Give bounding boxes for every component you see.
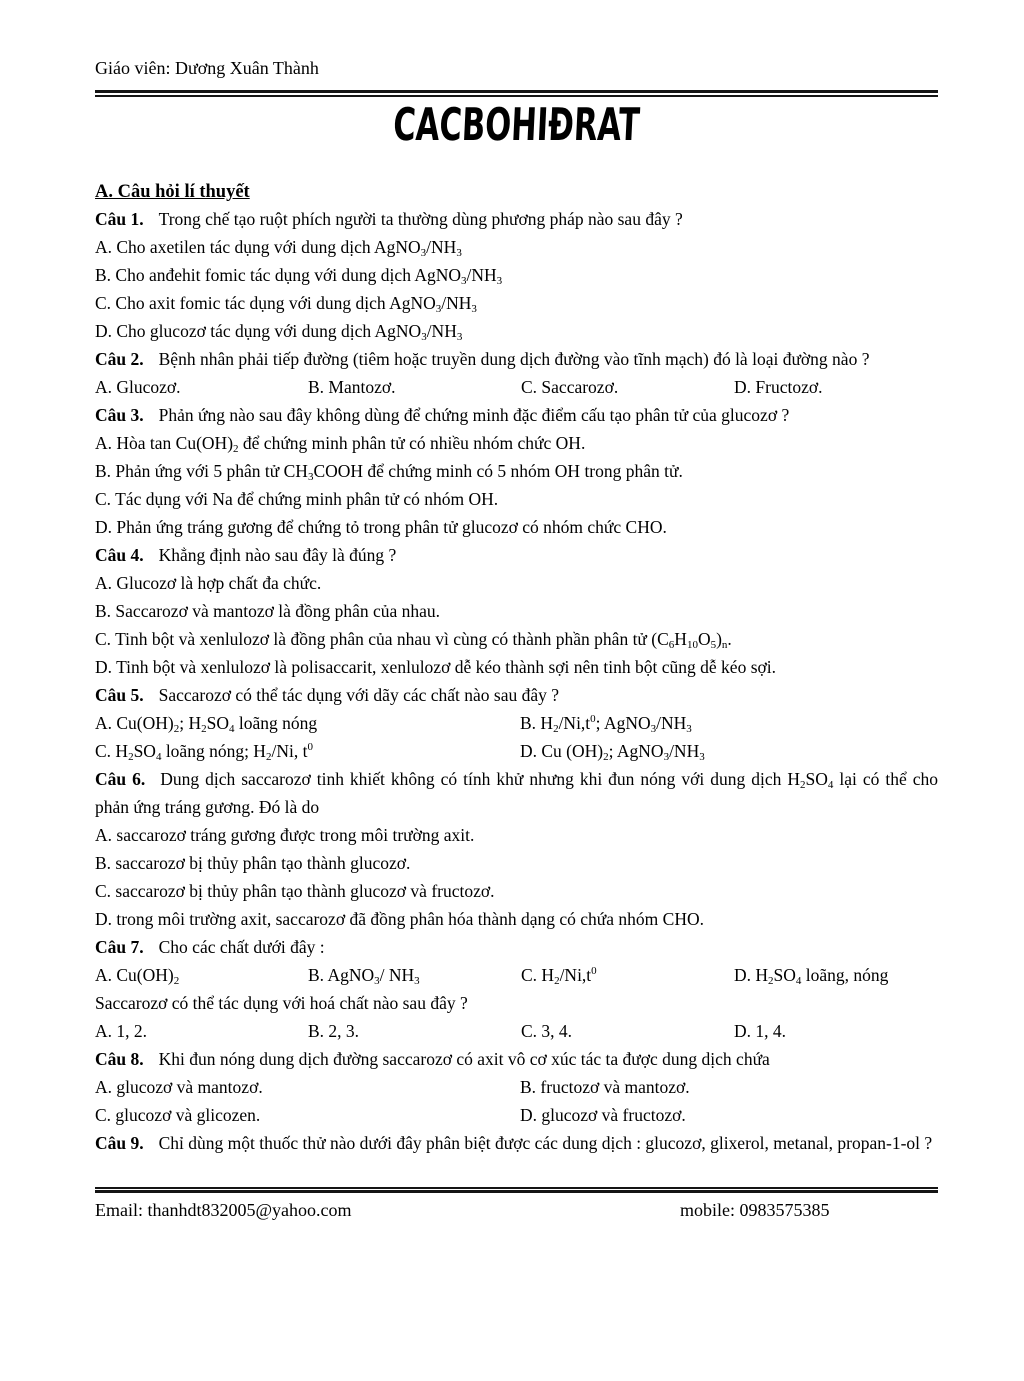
option-a: A. Hòa $\tan Cu(OH)_2$ để chứng minh phân tử có nhiều nhóm chức OH. bbox=[95, 433, 586, 455]
question-1 bbox=[95, 205, 938, 345]
question-text bbox=[95, 1129, 938, 1157]
question-label: Câu 8. bbox=[95, 1049, 144, 1069]
header-rule bbox=[95, 90, 938, 97]
option-d: D. Cho glucozơ tác dụng với dung dịch $AgNO_3/NH_3$ bbox=[95, 321, 463, 343]
option-c: C. Tác dụng với Na để chứng minh phân tử có nhóm OH. bbox=[95, 489, 499, 509]
option-c: C. saccarozơ bị thủy phân tạo thành glucozơ và fructozơ. bbox=[95, 881, 495, 901]
question-6 bbox=[95, 765, 938, 933]
option-a: A. Glucozơ. bbox=[95, 377, 181, 397]
option-c: C. $H_2SO_4$ loãng nóng; $H_2/Ni$, $t^0$ bbox=[95, 741, 313, 763]
options-row bbox=[95, 1073, 938, 1101]
question-body: Khẳng định nào sau đây là đúng ? bbox=[158, 545, 397, 565]
option-b: B. Phản ứng với 5 phân tử $CH_3COOH$ để chứng minh có 5 nhóm OH trong phân tử. bbox=[95, 461, 683, 483]
question-text bbox=[95, 1045, 938, 1073]
option-a: A. $Cu(OH)_2$ bbox=[95, 965, 180, 987]
question-label: Câu 7. bbox=[95, 937, 144, 957]
option-a: A. Cho axetilen tác dụng với dung dịch $AgNO_3/NH_3$ bbox=[95, 237, 462, 259]
option-b: B. fructozơ và mantozơ. bbox=[520, 1077, 690, 1097]
question-3 bbox=[95, 401, 938, 541]
option-a: A. glucozơ và mantozơ. bbox=[95, 1077, 263, 1097]
option-d: D. Fructozơ. bbox=[734, 377, 823, 397]
footer-email: Email: thanhdt832005@yahoo.com bbox=[95, 1200, 352, 1220]
question-5 bbox=[95, 681, 938, 765]
question-label: Câu 4. bbox=[95, 545, 144, 565]
options-row bbox=[95, 373, 938, 401]
footer-mobile: mobile: 0983575385 bbox=[680, 1200, 830, 1220]
question-2 bbox=[95, 345, 938, 401]
question-body: Phản ứng nào sau đây không dùng để chứng minh đặc điểm cấu tạo phân tử của glucozơ ? bbox=[158, 405, 790, 425]
option-a: A. $Cu(OH)_2$; $H_2SO_4$ loãng nóng bbox=[95, 713, 318, 735]
question-label: Câu 2. bbox=[95, 349, 144, 369]
question-7 bbox=[95, 933, 938, 1045]
option-b: B. Cho anđehit fomic tác dụng với dung dịch $AgNO_3/NH_3$ bbox=[95, 265, 503, 287]
question-text bbox=[95, 345, 938, 373]
option-a: A. saccarozơ tráng gương được trong môi trường axit. bbox=[95, 825, 475, 845]
option-a: A. Glucozơ là hợp chất đa chức. bbox=[95, 573, 322, 593]
question-8 bbox=[95, 1045, 938, 1129]
document-title: CACBOHIĐRAT bbox=[392, 98, 641, 151]
question-text bbox=[95, 765, 938, 821]
option-b: B. AgNO$_3$/ $NH_3$ bbox=[308, 965, 420, 987]
page-footer bbox=[95, 1197, 938, 1223]
question-body: Bệnh nhân phải tiếp đường (tiêm hoặc truyền dung dịch đường vào tĩnh mạch) đó là loại đường nào ? bbox=[158, 349, 870, 369]
options-row bbox=[95, 709, 938, 737]
answer-c: C. 3, 4. bbox=[521, 1021, 573, 1041]
option-d: D. Cu $(OH)_2$; $AgNO_3/NH_3$ bbox=[520, 741, 705, 763]
question-label: Câu 6. bbox=[95, 769, 146, 789]
option-d: D. trong môi trường axit, saccarozơ đã đồng phân hóa thành dạng có chứa nhóm CHO. bbox=[95, 909, 704, 929]
question-label: Câu 5. bbox=[95, 685, 144, 705]
section-heading: A. Câu hỏi lí thuyết bbox=[95, 182, 250, 202]
answer-a: A. 1, 2. bbox=[95, 1021, 148, 1041]
option-c: C. glucozơ và glicozen. bbox=[95, 1105, 261, 1125]
answer-d: D. 1, 4. bbox=[734, 1021, 787, 1041]
options-row bbox=[95, 737, 938, 765]
question-text bbox=[95, 681, 938, 709]
options-row bbox=[95, 961, 938, 989]
option-c: C. $H_2/Ni,t^0$ bbox=[521, 965, 597, 987]
question-list bbox=[95, 205, 938, 1157]
options-row bbox=[95, 1101, 938, 1129]
option-d: D. $H_2SO_4$ loãng, nóng bbox=[734, 965, 889, 987]
question-text bbox=[95, 541, 938, 569]
option-b: B. $H_2/Ni,t^0$; $AgNO_3/NH_3$ bbox=[520, 713, 692, 735]
teacher-name: Giáo viên: Dương Xuân Thành bbox=[95, 58, 319, 78]
question-body: Cho các chất dưới đây : bbox=[158, 937, 325, 957]
option-d: D. Tinh bột và xenlulozơ là polisaccarit, xenlulozơ dễ kéo thành sợi nên tinh bột cũng dễ kéo sợi. bbox=[95, 657, 776, 677]
question-body: Saccarozơ có thể tác dụng với dãy các chất nào sau đây ? bbox=[158, 685, 560, 705]
answer-b: B. 2, 3. bbox=[308, 1021, 360, 1041]
question-body: Trong chế tạo ruột phích người ta thường dùng phương pháp nào sau đây ? bbox=[158, 209, 683, 229]
question-7-continuation: Saccarozơ có thể tác dụng với hoá chất nào sau đây ? bbox=[95, 993, 468, 1013]
question-body: Chỉ dùng một thuốc thử nào dưới đây phân biệt được các dung dịch : glucozơ, glixerol, metanal, propan-1-ol ? bbox=[158, 1133, 933, 1153]
question-9 bbox=[95, 1129, 938, 1157]
option-c: C. Saccarozơ. bbox=[521, 377, 619, 397]
option-b: B. Saccarozơ và mantozơ là đồng phân của nhau. bbox=[95, 601, 441, 621]
question-body: Khi đun nóng dung dịch đường saccarozơ có axit vô cơ xúc tác ta được dung dịch chứa bbox=[158, 1049, 770, 1069]
question-text bbox=[95, 205, 938, 233]
document-page bbox=[0, 56, 1024, 1223]
question-text bbox=[95, 401, 938, 429]
question-body: Dung dịch saccarozơ tinh khiết không có tính khử nhưng khi đun nóng với dung dịch $H_2SO_4$ lại có thể cho phản ứng tráng gương. Đó là do bbox=[95, 769, 939, 817]
option-c: C. Tinh bột và xenlulozơ là đồng phân của nhau vì cùng có thành phần phân tử $(C_6H_{10}O_5)_n$. bbox=[95, 629, 732, 651]
option-d: D. Phản ứng tráng gương để chứng tỏ trong phân tử glucozơ có nhóm chức CHO. bbox=[95, 517, 667, 537]
option-b: B. saccarozơ bị thủy phân tạo thành glucozơ. bbox=[95, 853, 411, 873]
question-label: Câu 3. bbox=[95, 405, 144, 425]
question-label: Câu 9. bbox=[95, 1133, 144, 1153]
option-b: B. Mantozơ. bbox=[308, 377, 396, 397]
question-label: Câu 1. bbox=[95, 209, 144, 229]
option-d: D. glucozơ và fructozơ. bbox=[520, 1105, 686, 1125]
question-4 bbox=[95, 541, 938, 681]
option-c: C. Cho axit fomic tác dụng với dung dịch $AgNO_3/NH_3$ bbox=[95, 293, 477, 315]
question-text bbox=[95, 933, 938, 961]
answers-row bbox=[95, 1017, 938, 1045]
footer-rule bbox=[95, 1187, 938, 1193]
